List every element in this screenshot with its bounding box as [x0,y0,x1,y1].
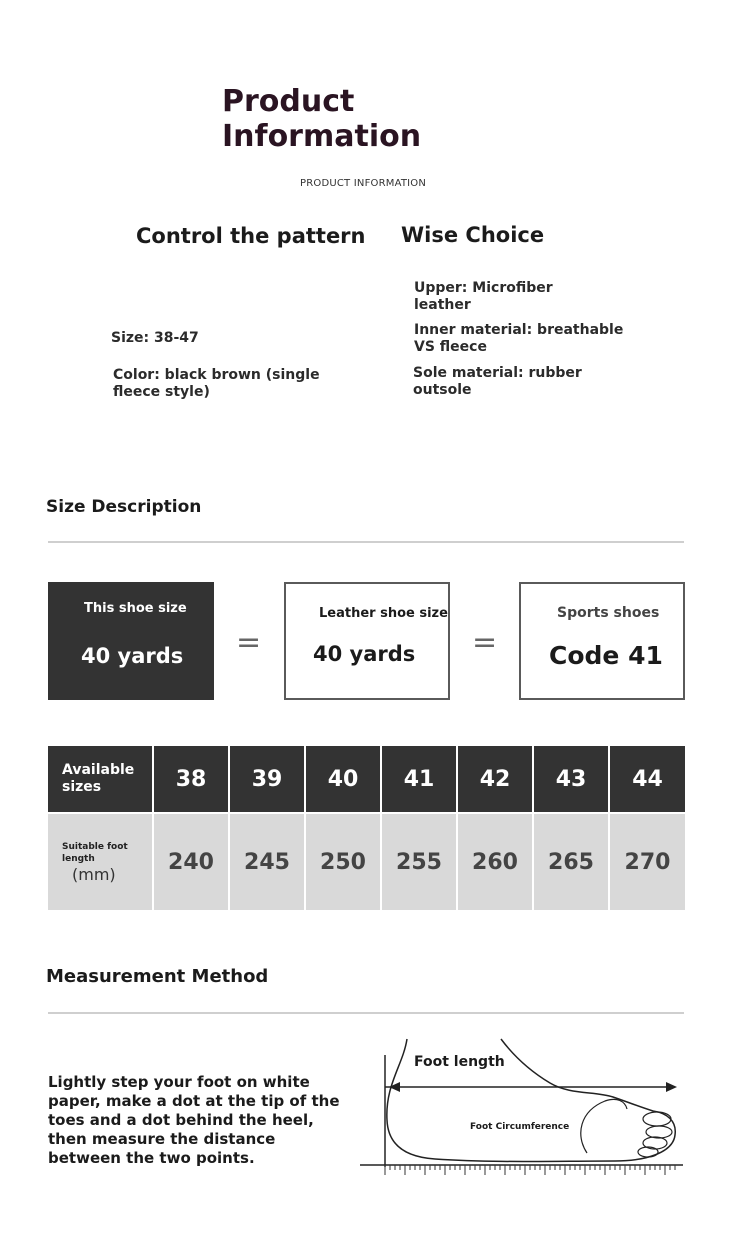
toe [646,1126,672,1138]
arrow-head-right [666,1082,677,1092]
foot-length-label: Foot length [414,1054,505,1070]
spec-inner: Inner material: breathable VS fleece [414,322,624,355]
available-sizes-label: Available sizes [62,762,135,795]
size-box-value: 40 yards [313,642,416,666]
length-cell: 240 [154,814,228,910]
foot-length-label: Suitable foot length [62,841,128,864]
size-box-value: 40 yards [81,644,184,668]
circumference-curve [581,1099,627,1153]
size-box-leather [284,582,450,700]
size-cell: 44 [610,746,685,812]
page-subtitle: PRODUCT INFORMATION [300,178,427,189]
length-cell: 250 [306,814,380,910]
length-cell: 265 [534,814,608,910]
size-cell: 41 [382,746,456,812]
size-box-this-shoe [48,582,214,700]
size-cell: 39 [230,746,304,812]
size-box-label: Leather shoe size [319,606,448,621]
length-cell: 270 [610,814,685,910]
size-description-heading: Size Description [46,497,202,517]
equals-sign: = [236,625,262,660]
divider [48,1012,684,1014]
ruler-ticks [385,1165,675,1175]
equals-sign: = [472,625,498,660]
length-cell: 260 [458,814,532,910]
size-box-label: This shoe size [84,601,187,616]
measurement-heading: Measurement Method [46,966,269,987]
size-table [48,746,685,910]
foot-length-unit: (mm) [72,864,116,884]
spec-size: Size: 38-47 [111,330,199,346]
page-title [222,84,421,154]
size-box-label: Sports shoes [557,605,660,621]
spec-sole: Sole material: rubber outsole [413,365,582,398]
size-box-value: Code 41 [549,641,663,670]
spec-color: Color: black brown (single fleece style) [113,367,320,400]
left-column-heading: Control the pattern [136,224,366,248]
size-cell: 38 [154,746,228,812]
page-title-line1: Product [222,84,355,119]
size-cell: 42 [458,746,532,812]
right-column-heading: Wise Choice [401,223,545,247]
toe [643,1112,671,1126]
foot-circumference-label: Foot Circumference [470,1122,570,1132]
length-cell: 245 [230,814,304,910]
size-cell: 40 [306,746,380,812]
foot-measurement-diagram [355,1035,695,1185]
size-cell: 43 [534,746,608,812]
divider [48,541,684,543]
length-cell: 255 [382,814,456,910]
spec-upper: Upper: Microfiber leather [414,280,553,313]
table-row-label [48,814,152,910]
measurement-instructions: Lightly step your foot on white paper, make a dot at the tip of the toes and a dot behind the heel, then measure the distance between the two points. [48,1073,340,1167]
page-title-line2: Information [222,119,422,154]
size-box-sports [519,582,685,700]
table-row-label [48,746,152,812]
